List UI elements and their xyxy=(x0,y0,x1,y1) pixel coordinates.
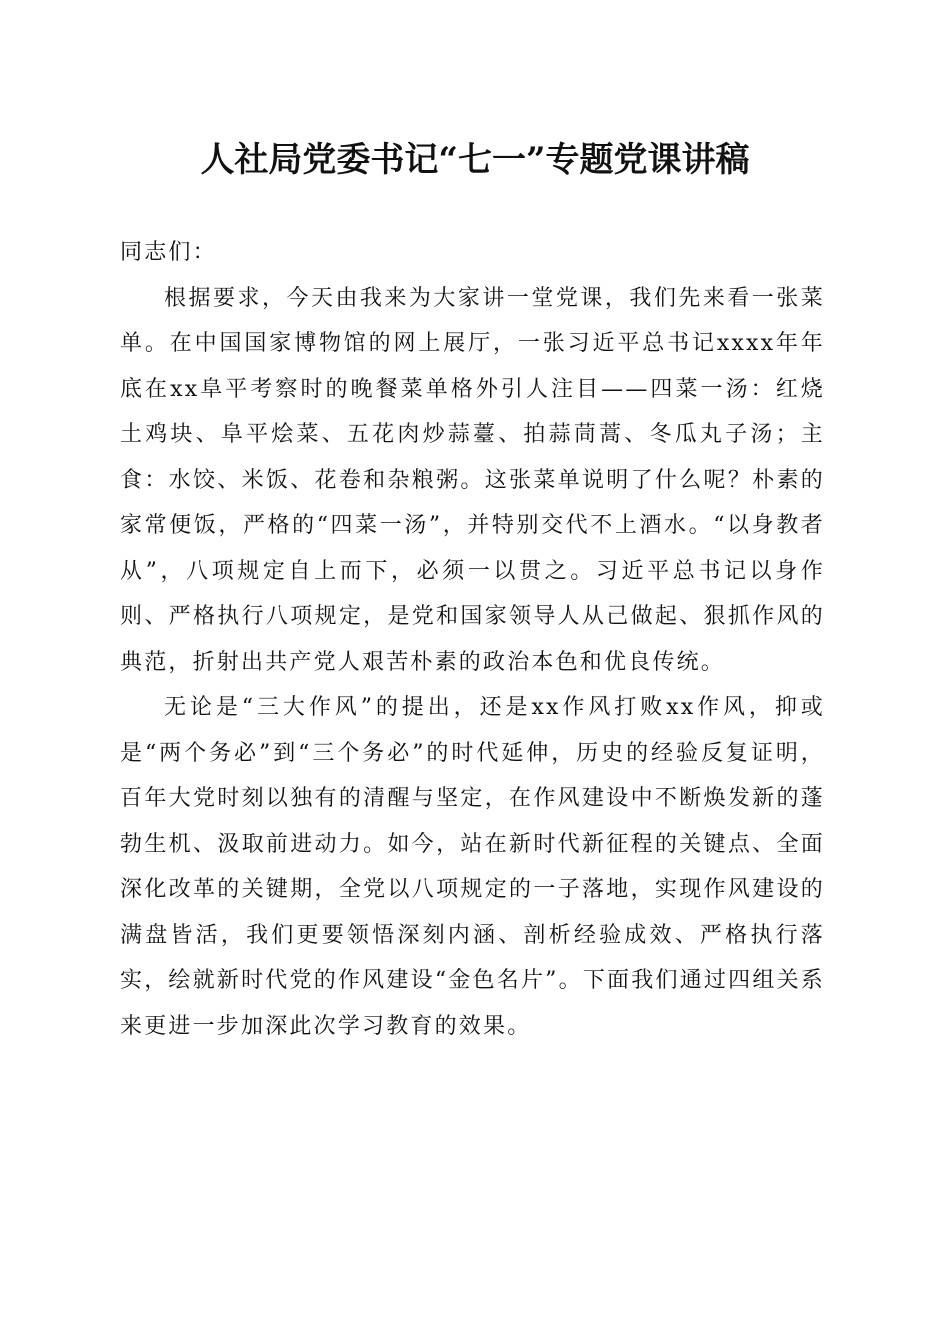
document-body xyxy=(120,230,825,1049)
document-title: 人社局党委书记“七一”专题党课讲稿 xyxy=(200,140,750,180)
paragraph-2: 无论是“三大作风”的提出，还是xx作风打败xx作风，抑或是“两个务必”到“三个务必”的时代延伸，历史的经验反复证明，百年大党时刻以独有的清醒与坚定，在作风建设中不断焕发新的蓬勃生机、汲取前进动力。如今，站在新时代新征程的关键点、全面深化改革的关键期，全党以八项规定的一子落地，实现作风建设的满盘皆活，我们更要领悟深刻内涵、剖析经验成效、严格执行落实，绘就新时代党的作风建设“金色名片”。下面我们通过四组关系来更进一步加深此次学习教育的效果。 xyxy=(120,695,825,1039)
salutation: 同志们： xyxy=(120,240,217,265)
paragraph-1: 根据要求，今天由我来为大家讲一堂党课，我们先来看一张菜单。在中国国家博物馆的网上展厅，一张习近平总书记xxxx年年底在xx阜平考察时的晚餐菜单格外引人注目——四菜一汤：红烧土鸡块、阜平烩菜、五花肉炒蒜薹、拍蒜茼蒿、冬瓜丸子汤；主食：水饺、米饭、花卷和杂粮粥。这张菜单说明了什么呢？朴素的家常便饭，严格的“四菜一汤”，并特别交代不上酒水。“以身教者从”，八项规定自上而下，必须一以贯之。习近平总书记以身作则、严格执行八项规定，是党和国家领导人从己做起、狠抓作风的典范，折射出共产党人艰苦朴素的政治本色和优良传统。 xyxy=(120,285,825,675)
